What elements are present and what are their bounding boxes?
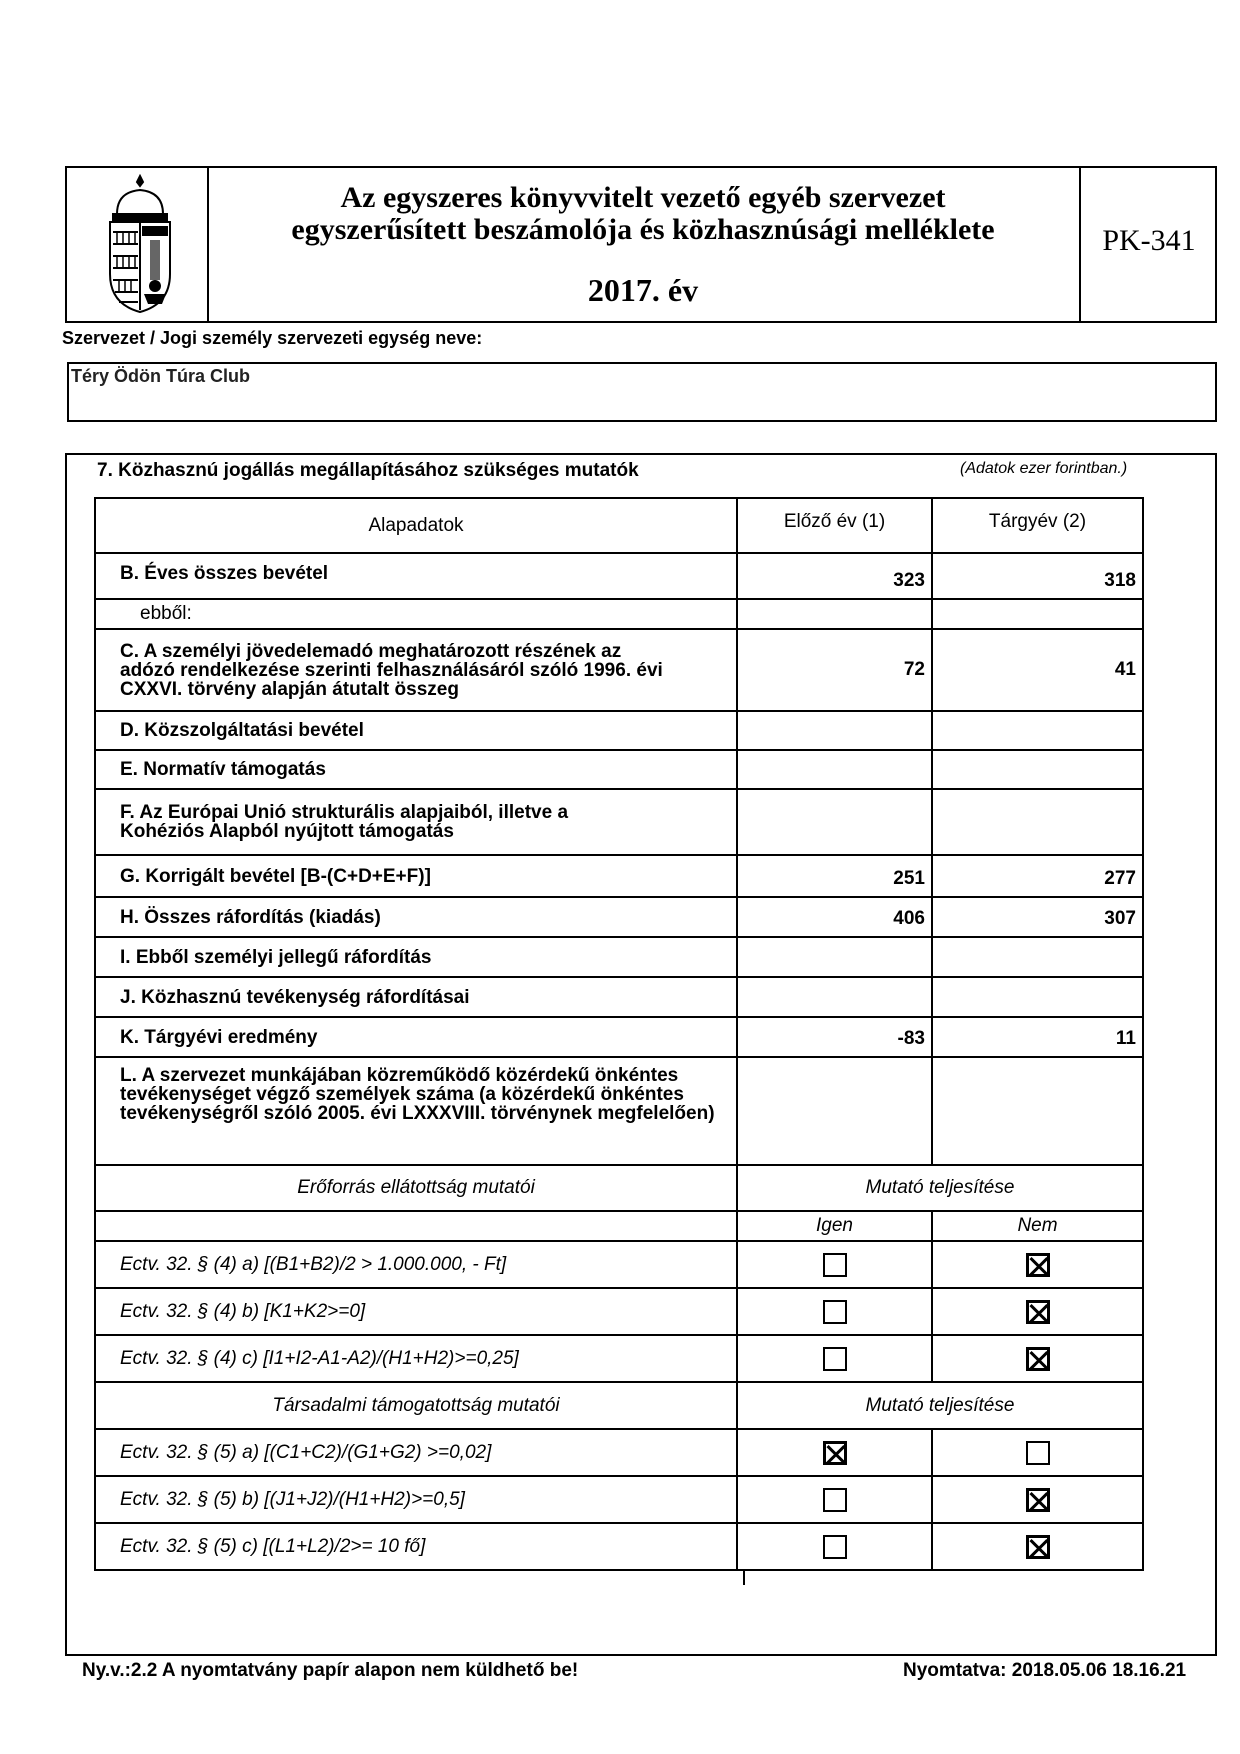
value-curr: 11 [932, 1017, 1143, 1057]
value-prev [737, 789, 932, 855]
indicator-label: Ectv. 32. § (4) b) [K1+K2>=0] [95, 1288, 737, 1335]
value-prev [737, 750, 932, 789]
no-cell [932, 1476, 1143, 1523]
organization-label: Szervezet / Jogi személy szervezeti egység neve: [62, 328, 483, 348]
row-label: E. Normatív támogatás [95, 750, 737, 789]
indicator-row [95, 1241, 1143, 1288]
row-label: D. Közszolgáltatási bevétel [95, 711, 737, 750]
indicator-label: Ectv. 32. § (4) c) [I1+I2-A1-A2)/(H1+H2)>=0,25] [95, 1335, 737, 1382]
no-checkbox[interactable] [1026, 1253, 1050, 1277]
footer-print-date: Nyomtatva: 2018.05.06 18.16.21 [903, 1660, 1187, 1681]
social-header-row [95, 1382, 1143, 1429]
no-cell [932, 1288, 1143, 1335]
table-row [95, 750, 1143, 789]
table-row [95, 1017, 1143, 1057]
row-label: K. Tárgyévi eredmény [95, 1017, 737, 1057]
no-checkbox[interactable] [1026, 1488, 1050, 1512]
table-row [95, 897, 1143, 937]
form-code: PK-341 [1102, 224, 1196, 257]
table-header-row [95, 498, 1143, 553]
value-prev: 323 [737, 553, 932, 599]
table-row [95, 553, 1143, 599]
yes-cell [737, 1241, 932, 1288]
indicator-label: Ectv. 32. § (5) a) [(C1+C2)/(G1+G2) >=0,02] [95, 1429, 737, 1476]
yes-checkbox[interactable] [823, 1441, 847, 1465]
no-checkbox[interactable] [1026, 1300, 1050, 1324]
section-unit-note: (Adatok ezer forintban.) [960, 460, 1128, 477]
no-checkbox[interactable] [1026, 1535, 1050, 1559]
yes-checkbox[interactable] [823, 1253, 847, 1277]
value-curr: 318 [932, 553, 1143, 599]
indicator-row [95, 1476, 1143, 1523]
table-row [95, 629, 1143, 711]
value-prev: -83 [737, 1017, 932, 1057]
no-cell [932, 1429, 1143, 1476]
table-row [95, 711, 1143, 750]
form-title-line1: Az egyszeres könyvvitelt vezető egyéb szervezet [340, 181, 946, 214]
value-prev: 406 [737, 897, 932, 937]
row-label: H. Összes ráfordítás (kiadás) [95, 897, 737, 937]
indicator-row [95, 1429, 1143, 1476]
no-checkbox[interactable] [1026, 1347, 1050, 1371]
row-label: G. Korrigált bevétel [B-(C+D+E+F)] [95, 855, 737, 897]
col-header-curr: Tárgyév (2) [932, 498, 1143, 553]
table-row [95, 855, 1143, 897]
row-label: J. Közhasznú tevékenység ráfordításai [95, 977, 737, 1017]
table-row [95, 789, 1143, 855]
value-prev: 72 [737, 629, 932, 711]
row-label: ebből: [95, 599, 737, 629]
value-curr [932, 977, 1143, 1017]
value-curr [932, 789, 1143, 855]
row-label: I. Ebből személyi jellegű ráfordítás [95, 937, 737, 977]
indicator-row [95, 1523, 1143, 1570]
no-cell [932, 1241, 1143, 1288]
table-row [95, 977, 1143, 1017]
indicator-label: Ectv. 32. § (5) c) [(L1+L2)/2>= 10 fő] [95, 1523, 737, 1570]
coat-of-arms-icon [95, 174, 185, 316]
value-prev [737, 1057, 932, 1165]
row-label: L. A szervezet munkájában közreműködő közérdekű önkéntes tevékenységet végző személyek száma (a közérdekű önkéntes tevékenységről szóló 2005. évi LXXXVIII. törvénynek megfelelően) [95, 1057, 737, 1165]
yes-cell [737, 1476, 932, 1523]
col-header-base: Alapadatok [95, 498, 737, 553]
row-label: B. Éves összes bevétel [95, 553, 737, 599]
value-curr: 41 [932, 629, 1143, 711]
yes-cell [737, 1335, 932, 1382]
no-checkbox[interactable] [1026, 1441, 1050, 1465]
section-title: 7. Közhasznú jogállás megállapításához szükséges mutatók [97, 460, 639, 481]
value-curr: 307 [932, 897, 1143, 937]
social-fulfil-header: Mutató teljesítése [737, 1382, 1143, 1429]
resources-header-row [95, 1165, 1143, 1211]
form-header [65, 166, 1217, 323]
yes-checkbox[interactable] [823, 1300, 847, 1324]
table-row [95, 599, 1143, 629]
table-row [95, 1057, 1143, 1165]
yes-checkbox[interactable] [823, 1535, 847, 1559]
value-prev [737, 711, 932, 750]
indicator-label: Ectv. 32. § (4) a) [(B1+B2)/2 > 1.000.000, - Ft] [95, 1241, 737, 1288]
value-curr [932, 711, 1143, 750]
yes-checkbox[interactable] [823, 1347, 847, 1371]
value-prev [737, 599, 932, 629]
social-title: Társadalmi támogatottság mutatói [95, 1382, 737, 1429]
yes-checkbox[interactable] [823, 1488, 847, 1512]
indicator-table [94, 497, 1144, 1571]
value-curr [932, 937, 1143, 977]
yes-header: Igen [737, 1211, 932, 1241]
resources-title: Erőforrás ellátottság mutatói [95, 1165, 737, 1211]
empty-cell [95, 1211, 737, 1241]
value-prev [737, 937, 932, 977]
value-curr [932, 750, 1143, 789]
yes-cell [737, 1523, 932, 1570]
value-curr [932, 1057, 1143, 1165]
no-header: Nem [932, 1211, 1143, 1241]
value-prev [737, 977, 932, 1017]
value-prev: 251 [737, 855, 932, 897]
indicator-label: Ectv. 32. § (5) b) [(J1+J2)/(H1+H2)>=0,5] [95, 1476, 737, 1523]
form-year: 2017. év [587, 272, 699, 308]
form-title-line2: egyszerűsített beszámolója és közhasznúsági melléklete [291, 213, 995, 246]
yes-no-header-row [95, 1211, 1143, 1241]
value-curr: 277 [932, 855, 1143, 897]
indicator-row [95, 1288, 1143, 1335]
footer-note: Ny.v.:2.2 A nyomtatvány papír alapon nem küldhető be! [82, 1660, 579, 1681]
table-row [95, 937, 1143, 977]
no-cell [932, 1335, 1143, 1382]
value-curr [932, 599, 1143, 629]
no-cell [932, 1523, 1143, 1570]
table-divider-tail [743, 1570, 745, 1585]
row-label: C. A személyi jövedelemadó meghatározott részének az adózó rendelkezése szerinti felhasználásáról szóló 1996. évi CXXVI. törvény alapján átutalt összeg [95, 629, 737, 711]
resources-fulfil-header: Mutató teljesítése [737, 1165, 1143, 1211]
indicator-row [95, 1335, 1143, 1382]
col-header-prev: Előző év (1) [737, 498, 932, 553]
organization-name: Téry Ödön Túra Club [71, 366, 251, 386]
yes-cell [737, 1429, 932, 1476]
row-label: F. Az Európai Unió strukturális alapjaiból, illetve a Kohéziós Alapból nyújtott támogatás [95, 789, 737, 855]
organization-name-field[interactable] [67, 362, 1217, 422]
yes-cell [737, 1288, 932, 1335]
